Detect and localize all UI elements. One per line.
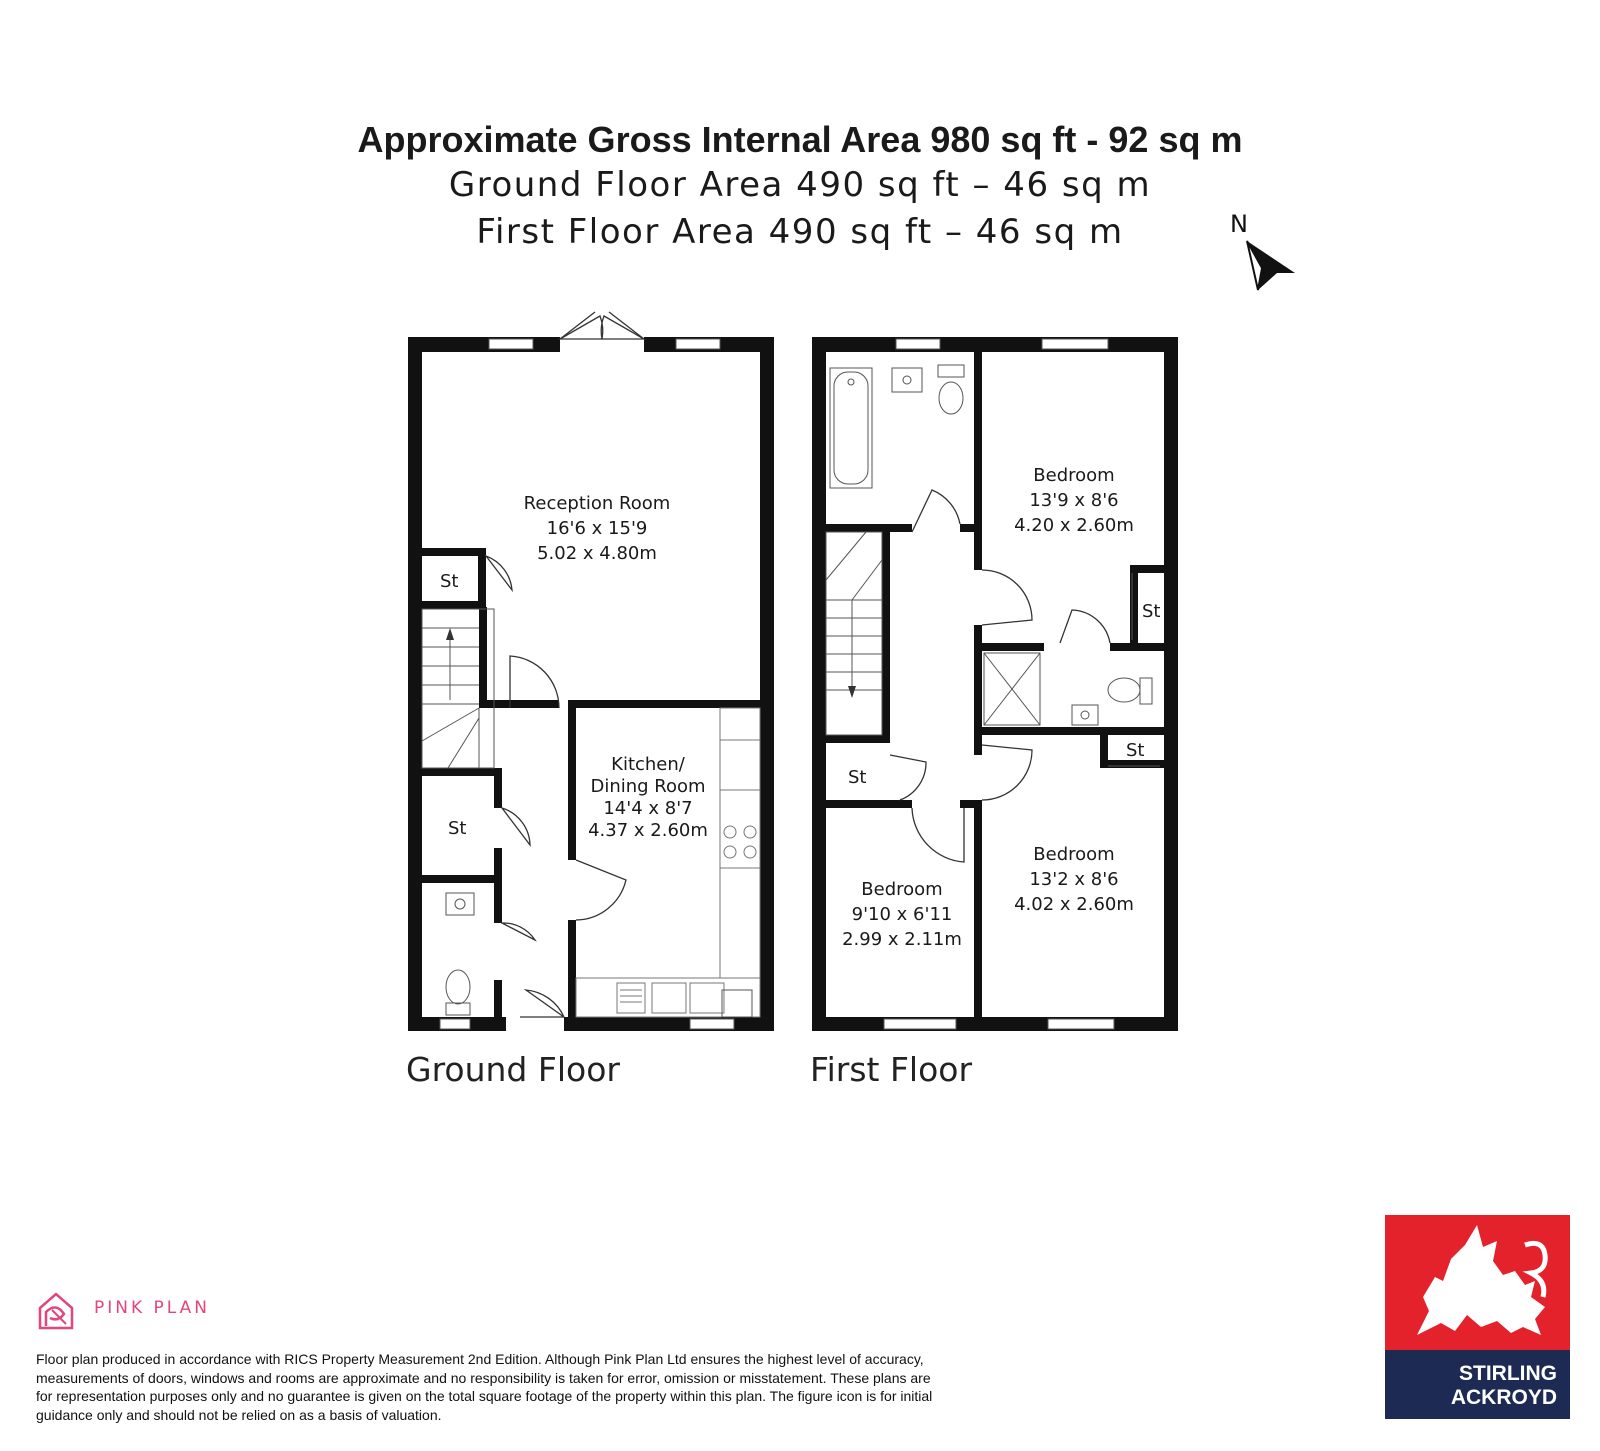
stirling-ackroyd-logo — [1385, 1215, 1570, 1419]
kitchen-name-line1: Kitchen/ — [611, 754, 685, 775]
logo-line-2: ACKROYD — [1450, 1386, 1557, 1409]
store-label: St — [1126, 740, 1145, 761]
first-floor-area: First Floor Area 490 sq ft – 46 sq m — [476, 212, 1124, 252]
north-compass-icon — [1230, 210, 1295, 290]
griffin-icon — [1385, 1215, 1570, 1350]
bedroom-small-imperial: 9'10 x 6'11 — [851, 904, 953, 925]
kitchen-imperial: 14'4 x 8'7 — [603, 798, 693, 819]
reception-room-imperial: 16'6 x 15'9 — [546, 518, 648, 539]
kitchen-metric: 4.37 x 2.60m — [588, 820, 708, 841]
store-label: St — [448, 818, 467, 839]
pink-plan-name: PINK PLAN — [94, 1298, 210, 1318]
disclaimer-text: Floor plan produced in accordance with RICS Property Measurement 2nd Edition. Although Pink Plan Ltd ensures the highest level of accuracy, measurements of doors, windows and rooms are approximate and no responsibility is taken for error, omission or misstatement. These plans are for representation purposes only and no guarantee is given on the total square footage of the property within this plan. The figure icon is for initial guidance only and should not be relied on as a basis of valuation. — [36, 1351, 933, 1423]
ground-floor-plan — [408, 312, 774, 1034]
ground-floor-label: Ground Floor — [406, 1050, 620, 1089]
bedroom-back-metric: 4.02 x 2.60m — [1014, 894, 1134, 915]
ground-floor-area: Ground Floor Area 490 sq ft – 46 sq m — [448, 165, 1152, 205]
store-label: St — [848, 767, 867, 788]
logo-navy-panel — [1385, 1350, 1570, 1419]
store-label: St — [1142, 601, 1161, 622]
bedroom-front-metric: 4.20 x 2.60m — [1014, 515, 1134, 536]
store-label: St — [440, 571, 459, 592]
bedroom-back-name: Bedroom — [1033, 844, 1115, 865]
pink-plan-logo-icon — [36, 1290, 80, 1332]
reception-room-name: Reception Room — [523, 493, 671, 514]
pink-plan-brand — [36, 1290, 336, 1332]
gross-area-title: Approximate Gross Internal Area 980 sq ft - 92 sq m — [357, 119, 1243, 160]
logo-line-1: STIRLING — [1459, 1362, 1557, 1385]
reception-room-metric: 5.02 x 4.80m — [537, 543, 657, 564]
bedroom-back-imperial: 13'2 x 8'6 — [1029, 869, 1119, 890]
bedroom-small-name: Bedroom — [861, 879, 943, 900]
first-floor-label: First Floor — [810, 1050, 973, 1089]
bedroom-small-metric: 2.99 x 2.11m — [842, 929, 962, 950]
bedroom-front-imperial: 13'9 x 8'6 — [1029, 490, 1119, 511]
first-floor-plan — [812, 337, 1178, 1031]
bedroom-front-name: Bedroom — [1033, 465, 1115, 486]
kitchen-name-line2: Dining Room — [590, 776, 706, 797]
compass-label: N — [1230, 210, 1248, 238]
logo-red-panel — [1385, 1215, 1570, 1350]
